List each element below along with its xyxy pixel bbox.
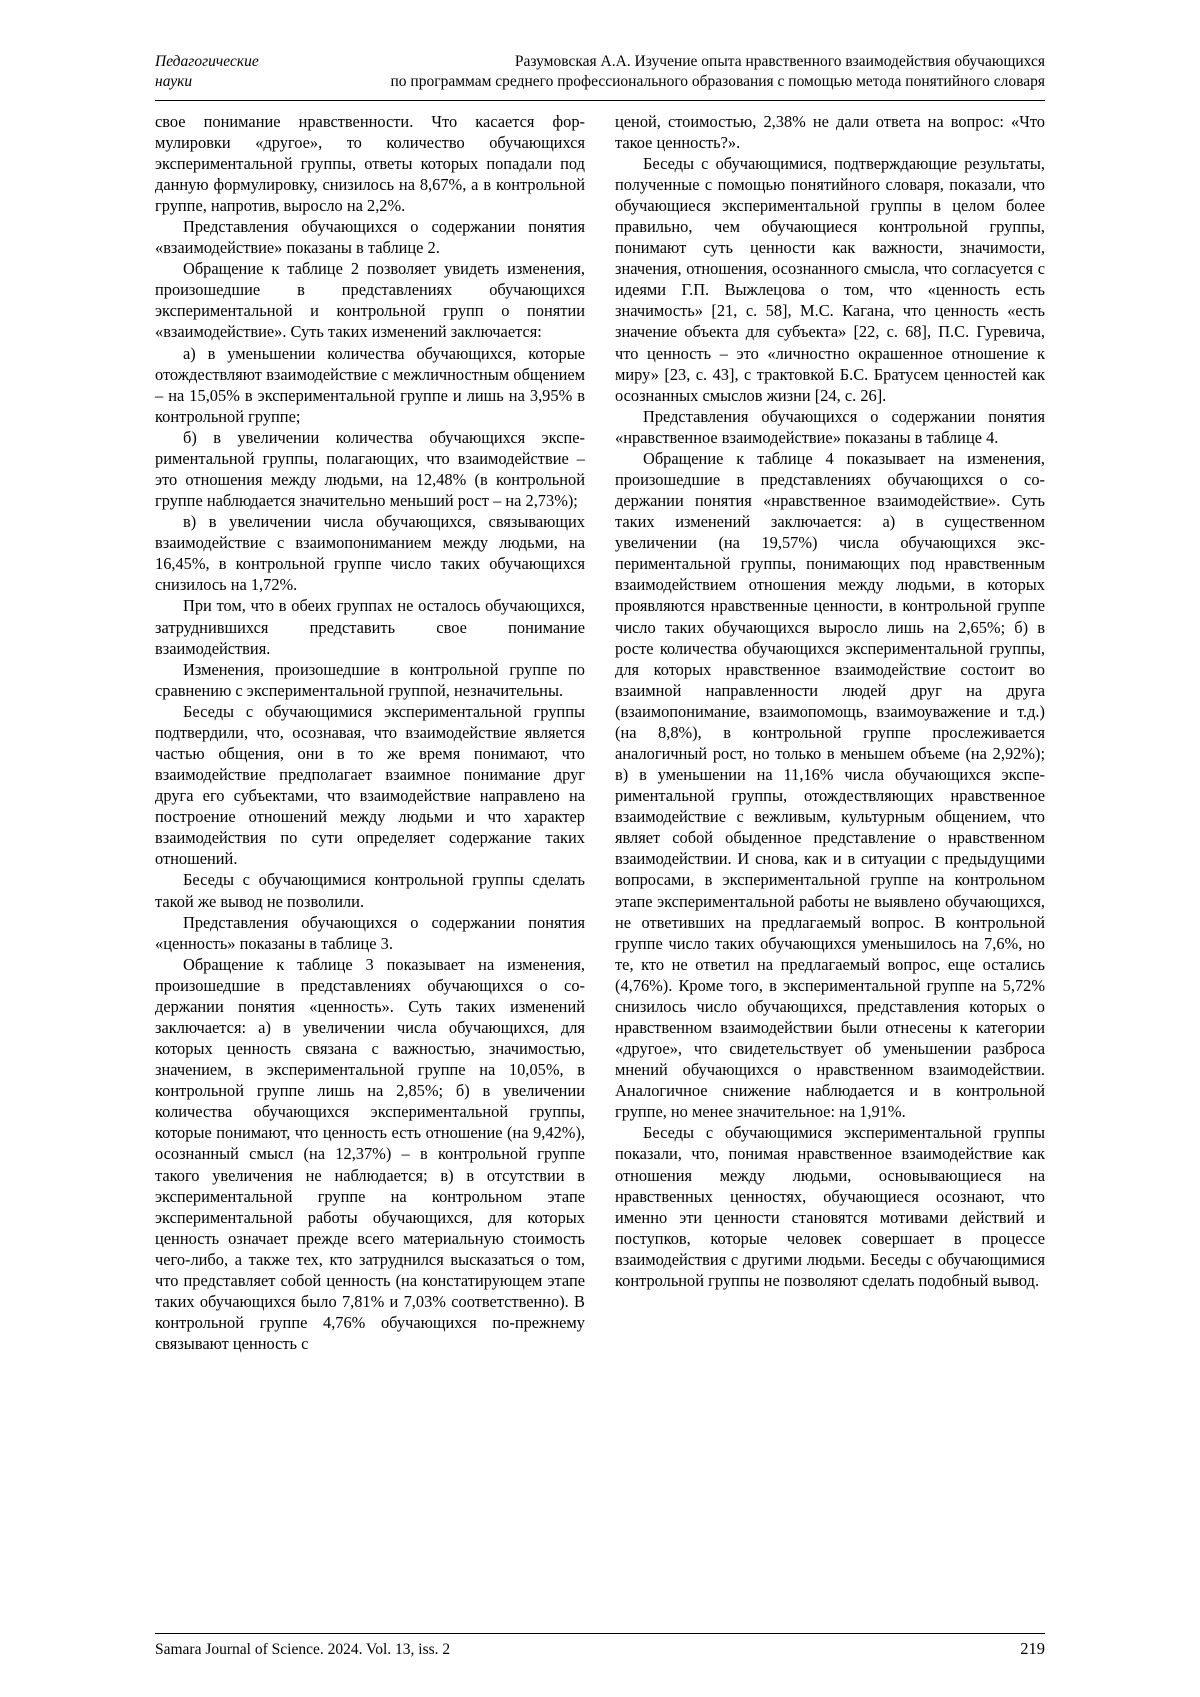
left-column	[155, 111, 585, 1541]
footer-divider	[155, 1633, 1045, 1634]
paragraph: Беседы с обучающимися экспериментальной группы показали, что, понимая нравственное взаимодействие как отношения между людьми, основывающиеся на нравственных ценностях, обучающиеся осознают, что именно эти ценности становятся мотивами действий и поступков, которые человек совершает в процессе взаимодействия с другими людьми. Беседы с обучающимися контрольной группы не позволяют сделать подобный вывод.	[615, 1123, 1045, 1290]
paragraph: Изменения, произошедшие в контрольной группе по сравнению с экспериментальной группой, незначительны.	[155, 659, 585, 700]
right-column	[615, 111, 1045, 1541]
paragraph: б) в увеличении количества обучающихся экспериментальной группы, полагающих, что взаимодействие – это отношения между людьми, на 12,48% (в контрольной группе наблюдается значительно меньший рост – на 2,73%);	[155, 427, 585, 511]
header-divider	[155, 100, 1045, 101]
running-head-article-title	[370, 52, 1045, 92]
page-number: 219	[1020, 1639, 1045, 1658]
paragraph: ценой, стоимостью, 2,38% не дали ответа на вопрос: «Что такое ценность?».	[615, 111, 1045, 152]
running-head-article-title-line2: по программам среднего профессионального образования с помощью метода понятийного словаря	[390, 72, 1045, 90]
paragraph: Беседы с обучающимися, подтверждающие результаты, полученные с помощью понятийного словаря, показали, что обучающиеся экспериментальной группы в целом более правильно, чем обучающиеся контрольной группы, понимают суть ценности как важности, значимости, значения, отношения, осознанного смысла, что согласуется с идеями Г.П. Выжлецова о том, что «ценность есть значимость» [21, с. 58], М.С. Кагана, что ценность «есть значение объекта для субъекта» [22, с. 68], П.С. Гуревича, что ценность – это «личностно окрашенное отношение к миру» [23, с. 43], с трактовкой Б.С. Братусем ценностей как осознанных смыслов жизни [24, с. 26].	[615, 153, 1045, 405]
paragraph: в) в увеличении числа обучающихся, связывающих взаимодействие с взаимопониманием между людьми, на 16,45%, в контрольной группе число таких обучающихся снизилось на 1,72%.	[155, 512, 585, 595]
body-columns	[155, 111, 1045, 1541]
running-head-section-line2: науки	[155, 72, 193, 90]
paragraph: Беседы с обучающимися контрольной группы сделать такой же вывод не позволили.	[155, 870, 585, 911]
paragraph: Беседы с обучающимися экспериментальной группы подтвердили, что, осознавая, что взаимодействие является частью общения, они в то же время понимают, что взаимодействие предполагает взаимное понимание друг друга его субъектами, что взаимодействие направлено на построение отношений между людьми и что характер взаимодействия по сути определяет содержание таких отношений.	[155, 701, 585, 869]
running-head	[155, 52, 1045, 98]
paragraph: При том, что в обеих группах не осталось обучающихся, затруднившихся представить свое понимание взаимодействия.	[155, 596, 585, 658]
running-head-section	[155, 52, 370, 92]
running-head-section-line1: Педагогические	[155, 53, 259, 70]
paragraph: свое понимание нравственности. Что касается формулировки «другое», то количество обучающихся экспериментальной группы, ответы которых попадали под данную формулировку, снизилось на 8,67%, а в контрольной группе, напротив, выросло на 2,2%.	[155, 111, 585, 215]
paragraph: Представления обучающихся о содержании понятия «взаимодействие» показаны в таблице 2.	[155, 217, 585, 258]
running-head-article-title-line1: Разумовская А.А. Изучение опыта нравственного взаимодействия обучающихся	[514, 53, 1045, 70]
page-footer	[155, 1633, 1045, 1659]
paragraph: Обращение к таблице 2 позволяет увидеть изменения, произошедшие в представлениях обучающихся экспериментальной и контрольной групп о понятии «взаимодействие». Суть таких изменений заключается:	[155, 259, 585, 342]
paragraph: Обращение к таблице 3 показывает на изменения, произошедшие в представлениях обучающихся о содержании понятия «ценность». Суть таких изменений заключается: а) в увеличении числа обучающихся, для которых ценность связана с важностью, значимостью, значением, в экспериментальной группе на 10,05%, в контрольной группе лишь на 2,85%; б) в увеличении количества обучающихся экспериментальной группы, которые понимают, что ценность есть отношение (на 9,42%), осознанный смысл (на 12,37%) – в контрольной группе такого увеличения не наблюдается; в) в отсутствии в экспериментальной группе на контрольном этапе экспериментальной работы обучающихся, для которых ценность означает прежде всего материальную стоимость чего-либо, а также тех, кто затруднился высказаться о том, что представляет собой ценность (на констатирующем этапе таких обучающихся было 7,81% и 7,03% соответственно). В контрольной группе 4,76% обучающихся по-прежнему связывают ценность с	[155, 954, 585, 1354]
paragraph: а) в уменьшении количества обучающихся, которые отождествляют взаимодействие с межличностным общением – на 15,05% в экспериментальной группе и лишь на 3,95% в контрольной группе;	[155, 343, 585, 426]
paragraph: Представления обучающихся о содержании понятия «ценность» показаны в таблице 3.	[155, 912, 585, 953]
paragraph: Представления обучающихся о содержании понятия «нравственное взаимодействие» показаны в таблице 4.	[615, 406, 1045, 447]
journal-citation: Samara Journal of Science. 2024. Vol. 13, iss. 2	[155, 1641, 451, 1658]
paragraph: Обращение к таблице 4 показывает на изменения, произошедшие в представлениях обучающихся о содержании понятия «нравственное взаимодействие». Суть таких изменений заключается: а) в существенном увеличении (на 19,57%) числа обучающихся экспериментальной группы, понимающих под нравственным взаимодействием отношения между людьми, в которых проявляются нравственные ценности, в контрольной группе число таких обучающихся выросло лишь на 2,65%; б) в росте количества обучающихся экспериментальной группы, для которых нравственное взаимодействие состоит во взаимной направленности людей друг на друга (взаимопонимание, взаимопомощь, взаимоуважение и т.д.) (на 8,8%), в контрольной группе прослеживается аналогичный рост, но только в меньшем объеме (на 2,92%); в) в уменьшении на 11,16% числа обучающихся экспериментальной группы, отождествляющих нравственное взаимодействие с вежливым, культурным общением, что являет собой обыденное представление о нравственном взаимодействии. И снова, как и в ситуации с предыдущими вопросами, в экспериментальной группе на контрольном этапе экспериментальной работы не выявлено обучающихся, не ответивших на предлагаемый вопрос. В контрольной группе число таких обучающихся уменьшилось на 7,6%, но те, кто не ответил на предлагаемый вопрос, еще остались (4,76%). Кроме того, в экспериментальной группе на 5,72% снизилось число обучающихся, представления которых о нравственном взаимодействии были отнесены к категории «другое», что свидетельствует об уменьшении разброса мнений обучающихся о нравственном взаимодействии. Аналогичное снижение наблюдается и в контрольной группе, но менее значительное: на 1,91%.	[615, 448, 1045, 1122]
